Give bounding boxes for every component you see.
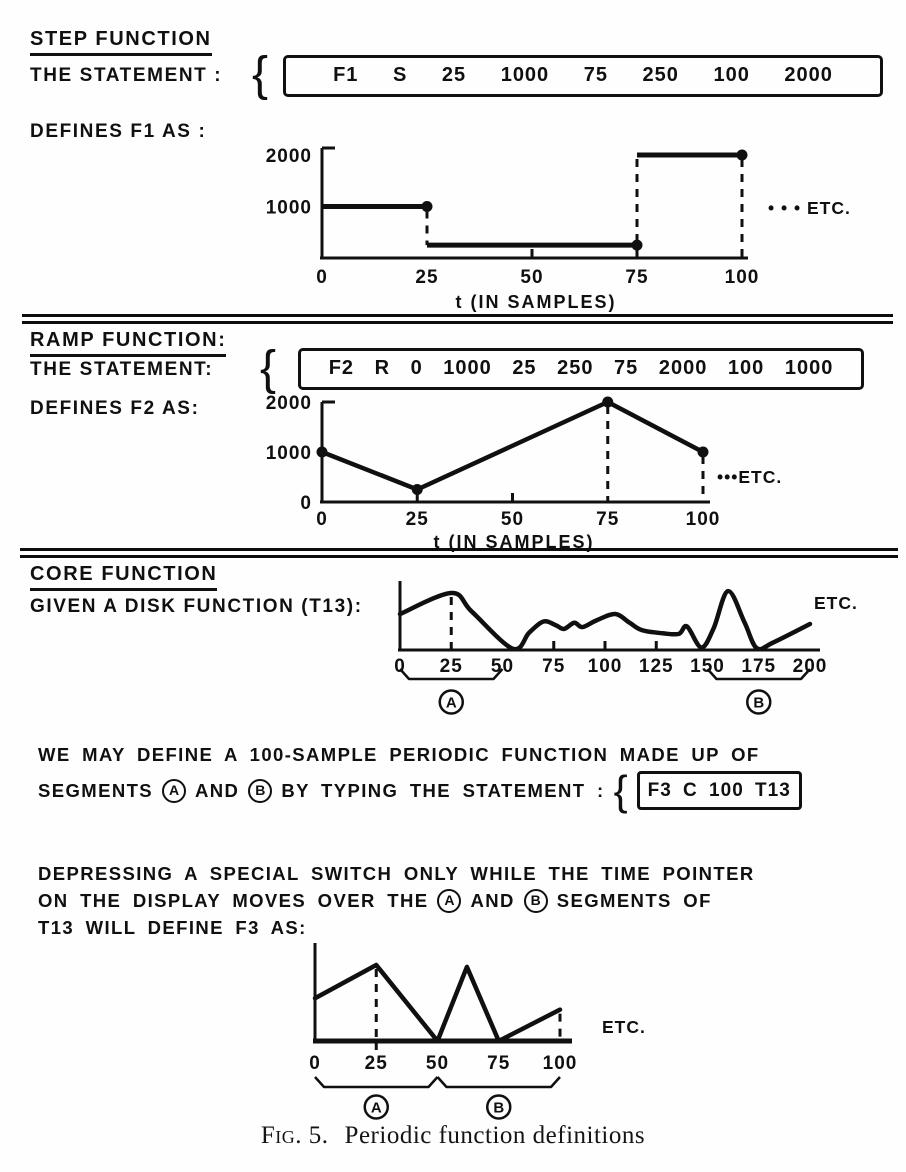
step-section-title: STEP FUNCTION <box>30 28 212 56</box>
x-tick-label: 50 <box>500 509 525 530</box>
ramp-section-title: RAMP FUNCTION: <box>30 329 226 357</box>
ramp-defines-label: DEFINES F2 AS: <box>30 398 200 419</box>
x-tick-label: 125 <box>638 656 674 677</box>
figure-caption-number: Fig. 5. <box>260 1122 329 1149</box>
x-tick-label: 100 <box>542 1053 578 1074</box>
figure-caption <box>0 1122 906 1150</box>
segment-letter: A <box>370 1099 382 1117</box>
x-tick-label: 100 <box>724 267 760 288</box>
x-tick-label: 25 <box>364 1053 388 1074</box>
function-curve <box>400 591 810 649</box>
paragraph-text: AND <box>470 890 515 911</box>
paragraph-line-1: DEPRESSING A SPECIAL SWITCH ONLY WHILE THE TIME POINTER <box>38 863 755 884</box>
paragraph-text: SEGMENTS <box>38 780 154 801</box>
segment-brace <box>315 1077 438 1087</box>
x-tick-label: 0 <box>309 1053 321 1074</box>
segment-b-badge: B <box>524 889 548 913</box>
paragraph-text: SEGMENTS OF <box>556 890 712 911</box>
disk-function-plot <box>390 575 906 723</box>
x-tick-label: 50 <box>520 267 544 288</box>
x-tick-label: 150 <box>690 656 725 677</box>
y-tick-label: 1000 <box>265 443 312 464</box>
step-statement-label: THE STATEMENT : <box>30 65 223 86</box>
core-section-title: CORE FUNCTION <box>30 563 217 591</box>
step-statement-row <box>30 48 896 104</box>
x-tick-label: 25 <box>405 509 429 530</box>
paragraph-line-3: T13 WILL DEFINE F3 AS: <box>38 917 307 938</box>
y-tick-label: 0 <box>300 493 312 514</box>
step-defines-label: DEFINES F1 AS : <box>30 121 207 142</box>
etc-label: ETC. <box>602 1017 646 1037</box>
paragraph-line-1: WE MAY DEFINE A 100-SAMPLE PERIODIC FUNCTION MADE UP OF <box>38 744 760 765</box>
ramp-statement-brace: { <box>260 342 277 395</box>
data-point <box>317 447 328 458</box>
data-point <box>422 201 433 212</box>
y-tick-label: 2000 <box>265 393 312 414</box>
step-statement-brace: { <box>252 48 269 101</box>
segment-b-badge: B <box>248 779 272 803</box>
x-tick-label: 75 <box>542 656 566 677</box>
core-given-label: GIVEN A DISK FUNCTION (T13): <box>30 596 363 617</box>
x-tick-label: 25 <box>439 656 463 677</box>
x-tick-label: 175 <box>741 656 777 677</box>
etc-label: ETC. <box>814 593 858 613</box>
paragraph-text: ON THE DISPLAY MOVES OVER THE <box>38 890 429 911</box>
x-tick-label: 50 <box>490 656 515 677</box>
x-tick-label: 0 <box>316 509 328 530</box>
segment-letter: B <box>493 1099 505 1117</box>
data-point <box>737 150 748 161</box>
function-line <box>315 965 560 1041</box>
ramp-statement-box: F2 R 0 1000 25 250 75 2000 100 1000 <box>298 348 864 390</box>
paragraph-switch <box>38 860 755 941</box>
y-tick-label: 2000 <box>265 146 312 167</box>
ramp-statement-label: THE STATEMENT: <box>30 359 214 380</box>
figure-caption-text: Periodic function definitions <box>344 1122 646 1149</box>
y-tick-label: 1000 <box>265 197 312 219</box>
data-point <box>698 447 709 458</box>
x-tick-label: 200 <box>792 656 828 677</box>
segment-letter: B <box>753 694 765 712</box>
f3-function-plot <box>280 938 706 1124</box>
segment-a-badge: A <box>162 779 186 803</box>
x-tick-label: 25 <box>415 267 439 288</box>
x-tick-label: 50 <box>425 1053 450 1074</box>
x-axis-title: t (IN SAMPLES) <box>433 532 595 552</box>
x-tick-label: 75 <box>625 267 649 288</box>
x-tick-label: 75 <box>596 509 620 530</box>
section-divider-1 <box>22 314 893 324</box>
paragraph-define-f3 <box>38 741 802 814</box>
x-tick-label: 100 <box>587 656 623 677</box>
x-tick-label: 0 <box>316 267 328 288</box>
section-divider-2 <box>20 548 898 558</box>
data-point <box>602 397 613 408</box>
paragraph-text: AND <box>195 780 240 801</box>
segment-brace <box>438 1077 561 1087</box>
data-point <box>632 240 643 251</box>
ramp-statement-row <box>30 342 896 398</box>
paragraph-text: BY TYPING THE STATEMENT : <box>281 780 605 801</box>
x-axis-title: t (IN SAMPLES) <box>455 292 617 312</box>
x-tick-label: 100 <box>685 509 721 530</box>
function-line <box>322 402 703 490</box>
step-function-plot <box>240 130 906 322</box>
x-tick-label: 0 <box>394 656 406 677</box>
segment-a-badge: A <box>437 889 461 913</box>
etc-label: •••ETC. <box>717 467 783 487</box>
segment-letter: A <box>445 694 457 712</box>
f3-statement-brace: { <box>613 766 628 814</box>
x-tick-label: 75 <box>487 1053 511 1074</box>
step-statement-box: F1 S 25 1000 75 250 100 2000 <box>283 55 883 97</box>
f3-statement-box: F3 C 100 T13 <box>637 771 802 810</box>
paragraph-line-2 <box>38 766 802 814</box>
paragraph-line-2 <box>38 887 755 914</box>
etc-label: • • • ETC. <box>768 198 851 218</box>
data-point <box>412 484 423 495</box>
ramp-function-plot <box>240 392 906 557</box>
